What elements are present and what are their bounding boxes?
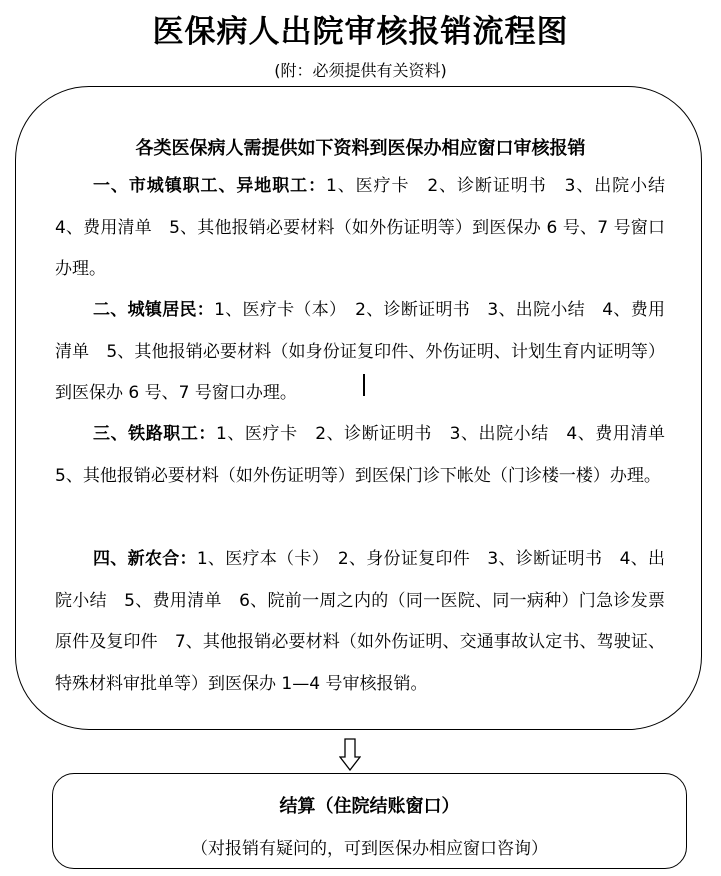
section-label: 三、铁路职工： — [93, 424, 216, 444]
text-cursor — [363, 374, 365, 396]
section-text: 1、医疗卡 2、诊断证明书 3、出院小结 4、费用清单 5、其他报销必要材料（如外伤证明等）到医保办 6 号、7 号窗口办理。 — [55, 176, 683, 279]
settlement-note: （对报销有疑问的，可到医保办相应窗口咨询） — [191, 839, 548, 859]
section-text: 1、医疗卡 2、诊断证明书 3、出院小结 4、费用清单 5、其他报销必要材料（如外伤证明等）到医保门诊下帐处（门诊楼一楼）办理。 — [55, 424, 683, 486]
section-railway-employees — [55, 414, 683, 497]
requirements-heading: 各类医保病人需提供如下资料到医保办相应窗口审核报销 — [135, 138, 586, 159]
settlement-box — [52, 773, 687, 869]
page-title: 医保病人出院审核报销流程图 — [152, 14, 569, 50]
section-label: 四、新农合： — [93, 549, 197, 569]
settlement-title: 结算（住院结账窗口） — [279, 796, 460, 817]
section-label: 一、市城镇职工、异地职工： — [93, 176, 327, 196]
section-text: 1、医疗本（卡） 2、身份证复印件 3、诊断证明书 4、出院小结 5、费用清单 6、院前一周之内的（同一医院、同一病种）门急诊发票原件及复印件 7、其他报销必要材料（如外伤证明、交通事故认定书、驾驶证、特殊材料审批单等）到医保办 1—4 号审核报销。 — [55, 549, 666, 694]
section-urban-employees — [55, 166, 683, 291]
section-rural-cooperative — [55, 539, 665, 705]
section-urban-residents — [55, 290, 665, 415]
section-label: 二、城镇居民： — [93, 300, 215, 320]
down-arrow-icon — [339, 738, 361, 771]
section-text: 1、医疗卡（本） 2、诊断证明书 3、出院小结 4、费用清单 5、其他报销必要材料（如身份证复印件、外伤证明、计划生育内证明等）到医保办 6 号、7 号窗口办理。 — [55, 300, 665, 403]
page-subtitle: (附：必须提供有关资料) — [274, 61, 447, 80]
